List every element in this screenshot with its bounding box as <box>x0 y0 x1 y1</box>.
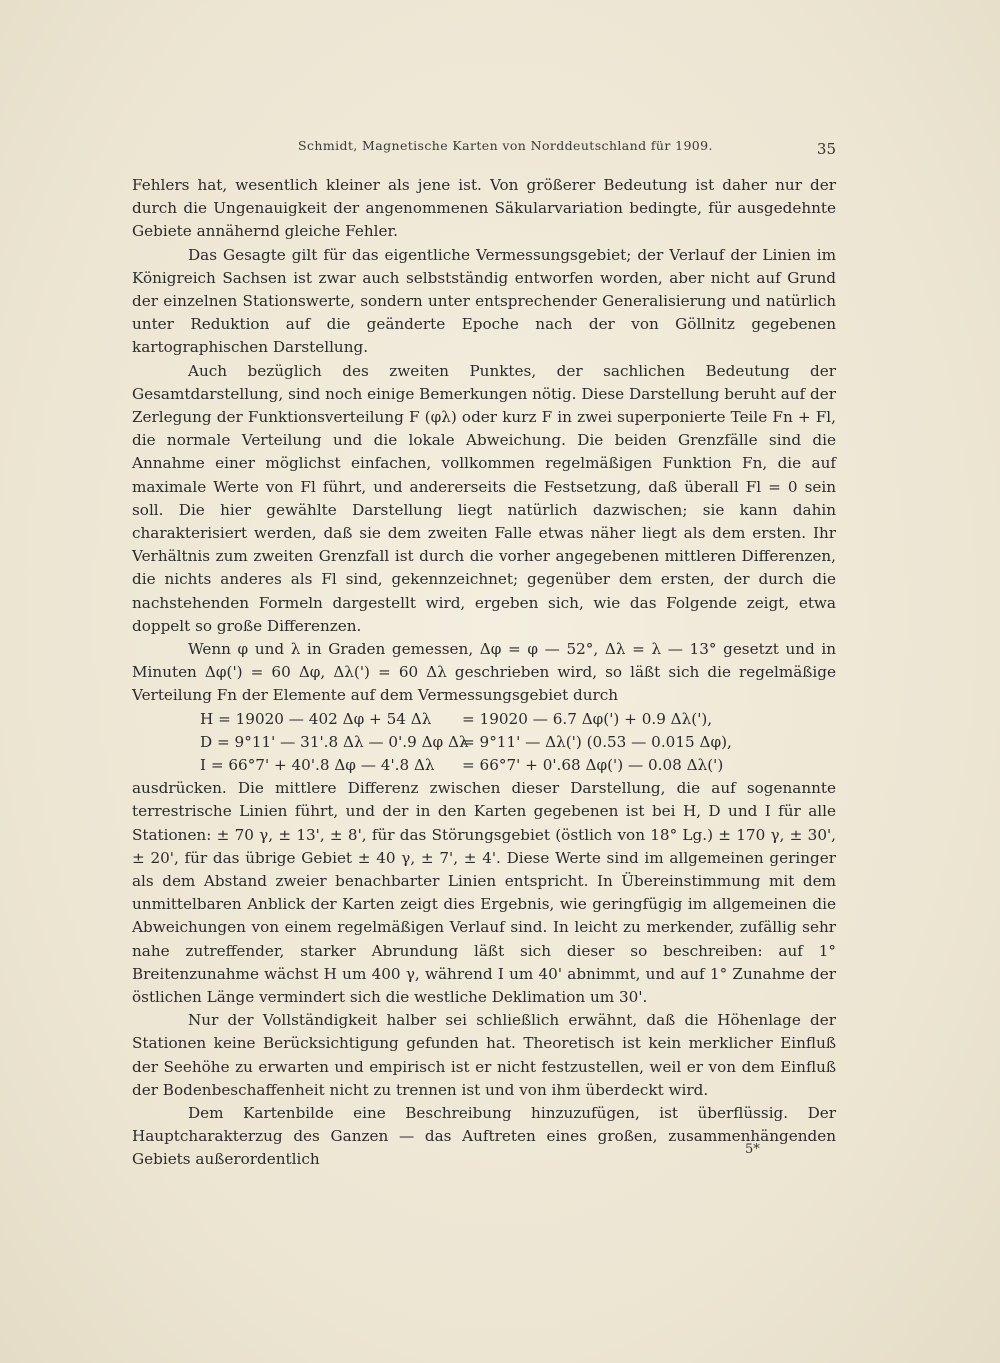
formula-right: = 19020 — 6.7 Δφ(') + 0.9 Δλ('), <box>462 709 713 728</box>
formula-row-h <box>200 708 836 731</box>
paragraph: Dem Kartenbilde eine Beschreibung hinzuzufügen, ist überflüssig. Der Hauptcharakterzug des Ganzen — das Auftreten eines großen, zusammenhängenden Gebiets außerordentlich <box>132 1104 836 1169</box>
formula-left: D = 9°11' — 31'.8 Δλ — 0'.9 Δφ Δλ <box>200 732 469 751</box>
running-head: Schmidt, Magnetische Karten von Norddeutschland für 1909. <box>298 138 713 153</box>
page-number: 35 <box>816 140 836 158</box>
formula-right: = 66°7' + 0'.68 Δφ(') — 0.08 Δλ(') <box>462 756 724 775</box>
paragraph: Auch bezüglich des zweiten Punktes, der sachlichen Bedeutung der Gesamtdarstellung, sind noch einige Bemerkungen nötig. Diese Darstellung beruht auf der Zerlegung der Funktionsverteilung F (φλ) oder kurz F in zwei superponierte Teile Fn + Fl, die normale Verteilung und die lokale Abweichung. Die beiden Grenzfälle sind die Annahme einer möglichst einfachen, vollkommen regelmäßigen Funktion Fn, die auf maximale Werte von Fl führt, und andererseits die Festsetzung, daß überall Fl = 0 sein soll. Die hier gewählte Darstellung liegt natürlich dazwischen; sie kann dahin charakterisiert werden, daß sie dem zweiten Falle etwas näher liegt als dem ersten. Ihr Verhältnis zum zweiten Grenzfall ist durch die vorher angegebenen mittleren Differenzen, die nichts anderes als Fl sind, gekennzeichnet; gegenüber dem ersten, der durch die nachstehenden Formeln dargestellt wird, ergeben sich, wie das Folgende zeigt, etwa doppelt so große Differenzen. <box>132 361 836 635</box>
formula-left: I = 66°7' + 40'.8 Δφ — 4'.8 Δλ <box>200 756 435 775</box>
formula-row-i <box>200 754 836 777</box>
formula-left: H = 19020 — 402 Δφ + 54 Δλ <box>200 709 432 728</box>
formula-right: = 9°11' — Δλ(') (0.53 — 0.015 Δφ), <box>462 732 732 751</box>
page-header <box>132 138 836 160</box>
formula-row-d <box>200 731 836 754</box>
paragraph: Nur der Vollständigkeit halber sei schließlich erwähnt, daß die Höhenlage der Stationen keine Berücksichtigung gefunden hat. Theoretisch ist kein merklicher Einfluß der Seehöhe zu erwarten und empirisch ist er nicht festzustellen, weil er von dem Einfluß der Bodenbeschaffenheit nicht zu trennen ist und von ihm überdeckt wird. <box>132 1011 836 1099</box>
paragraph: ausdrücken. Die mittlere Differenz zwischen dieser Darstellung, die auf sogenannte terrestrische Linien führt, und der in den Karten gegebenen ist bei H, D und I für alle Stationen: ± 70 γ, ± 13', ± 8', für das Störungsgebiet (östlich von 18° Lg.) ± 170 γ, ± 30', ± 20', für das übrige Gebiet ± 40 γ, ± 7', ± 4'. Diese Werte sind im allgemeinen geringer als dem Abstand zweier benachbarter Linien entspricht. In Übereinstimmung mit dem unmittelbaren Anblick der Karten zeigt dies Ergebnis, wie geringfügig im allgemeinen die Abweichungen von einem regelmäßigen Verlauf sind. In leicht zu merkender, zufällig sehr nahe zutreffender, starker Abrundung läßt sich dieser so beschreiben: auf 1° Breitenzunahme wächst H um 400 γ, während I um 40' abnimmt, und auf 1° Zunahme der östlichen Länge vermindert sich die westliche Deklimation um 30'. <box>132 779 836 1007</box>
formula-block <box>132 708 836 778</box>
signature-mark: 5* <box>745 1142 760 1157</box>
paragraph: Wenn φ und λ in Graden gemessen, Δφ = φ — 52°, Δλ = λ — 13° gesetzt und in Minuten Δφ(') = 60 Δφ, Δλ(') = 60 Δλ geschrieben wird, so läßt sich die regelmäßige Verteilung Fn der Elemente auf dem Vermessungsgebiet durch <box>132 640 836 705</box>
paragraph: Fehlers hat, wesentlich kleiner als jene ist. Von größerer Bedeutung ist daher nur der durch die Ungenauigkeit der angenommenen Säkularvariation bedingte, für ausgedehnte Gebiete annähernd gleiche Fehler. <box>132 176 836 241</box>
paragraph: Das Gesagte gilt für das eigentliche Vermessungsgebiet; der Verlauf der Linien im Königreich Sachsen ist zwar auch selbstständig entworfen worden, aber nicht auf Grund der einzelnen Stationswerte, sondern unter entsprechender Generalisierung und natürlich unter Reduktion auf die geänderte Epoche nach der von Göllnitz gegebenen kartographischen Darstellung. <box>132 245 836 357</box>
body-text <box>132 174 836 1172</box>
